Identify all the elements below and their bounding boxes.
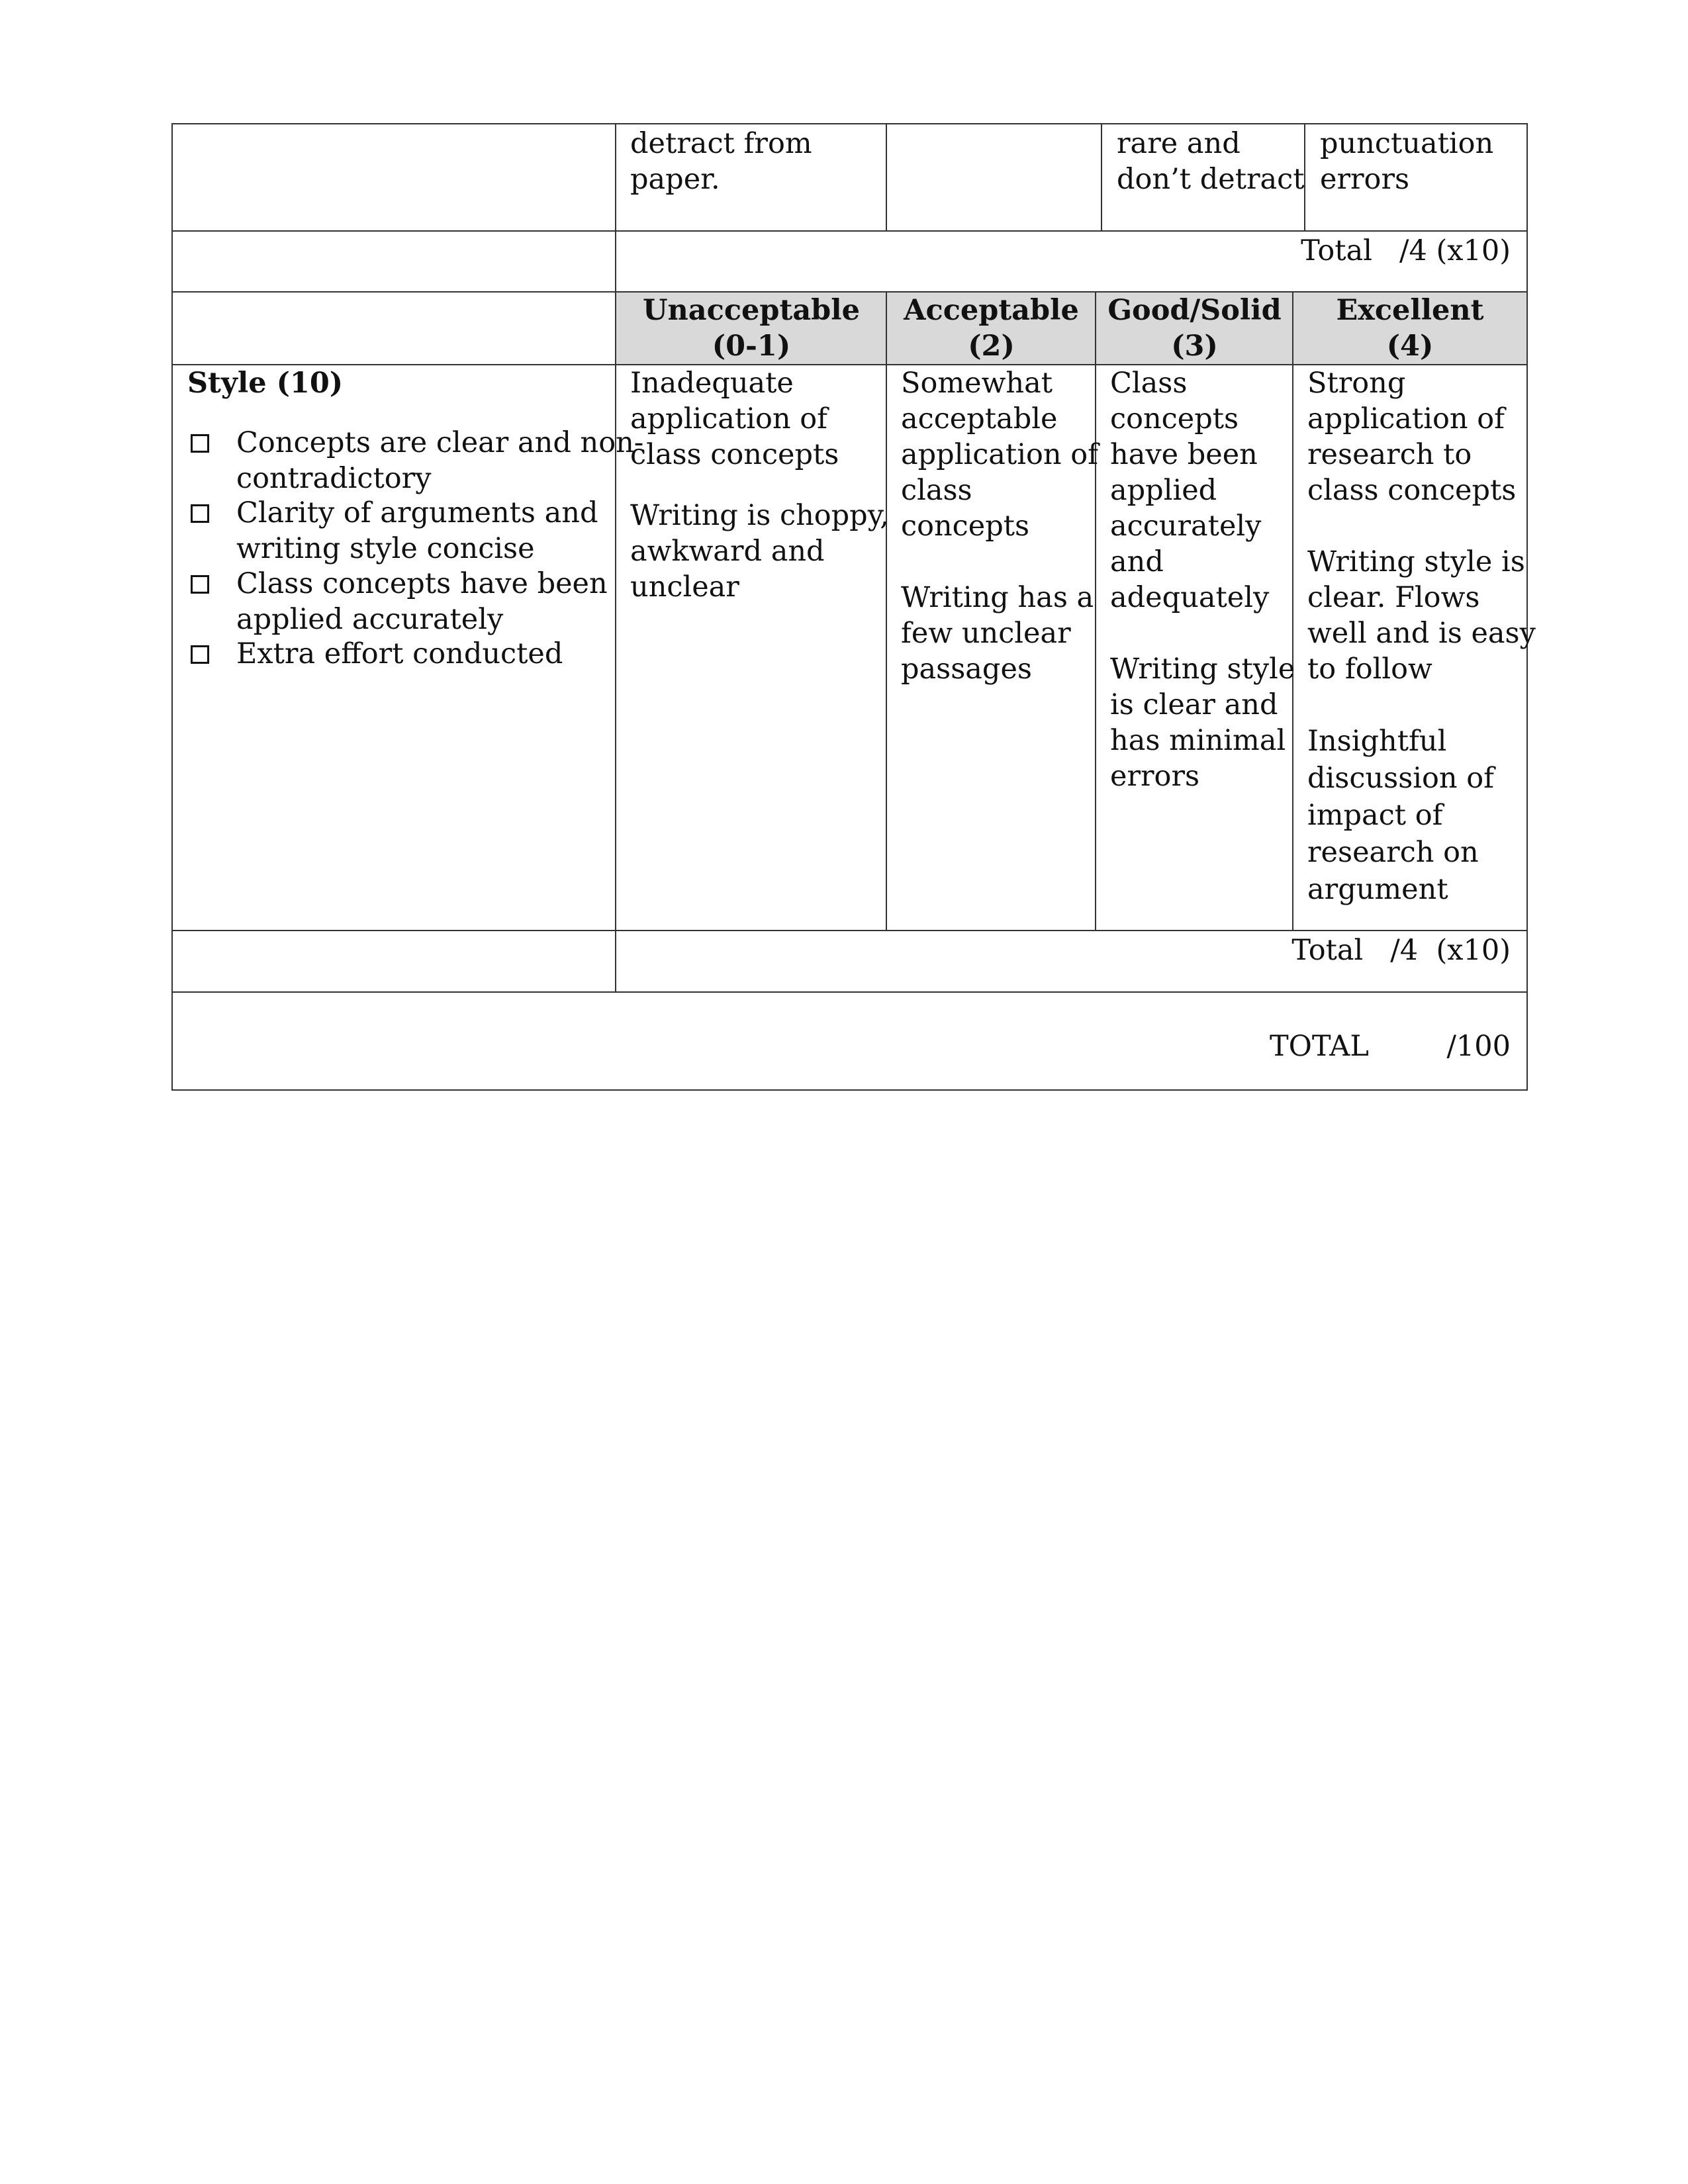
table-border <box>1101 123 1102 232</box>
header-excellent: Excellent (4) <box>1336 294 1484 363</box>
checkbox[interactable] <box>191 434 209 453</box>
style-unacceptable-cell: Inadequate application of class concepts Writing is choppy, awkward and unclear <box>630 367 889 604</box>
style-acceptable-cell: Somewhat acceptable application of class concepts Writing has a few unclear passages <box>901 367 1098 686</box>
checkbox[interactable] <box>191 645 209 664</box>
style-section-total: Total /4 (x10) <box>1291 934 1511 967</box>
table-border <box>171 991 1528 993</box>
checklist-item: Concepts are clear and non- contradictory <box>236 426 644 495</box>
checklist-item: Extra effort conducted <box>236 637 563 670</box>
prev-good-cell: rare and don’t detract <box>1117 127 1305 196</box>
table-border <box>615 123 616 993</box>
table-border <box>171 1089 1528 1091</box>
header-acceptable: Acceptable (2) <box>904 294 1079 363</box>
style-excellent-cell: Strong application of research to class concepts Writing style is clear. Flows well and is easy to follow Insightful discussion of impact of research on argument <box>1307 367 1536 906</box>
prev-section-total: Total /4 (x10) <box>1301 234 1511 267</box>
style-criteria-title: Style (10) <box>187 367 344 400</box>
table-border <box>171 123 173 1091</box>
grand-total-value: /100 <box>1446 1030 1511 1063</box>
style-good-cell: Class concepts have been applied accurately and adequately Writing style is clear and has minimal errors <box>1110 367 1295 793</box>
prev-excellent-cell: punctuation errors <box>1320 127 1494 196</box>
header-unacceptable: Unacceptable (0-1) <box>643 294 860 363</box>
checkbox[interactable] <box>191 575 209 594</box>
checklist-item: Clarity of arguments and writing style concise <box>236 496 598 565</box>
table-border <box>886 123 887 232</box>
checkbox[interactable] <box>191 504 209 523</box>
header-good-solid: Good/Solid (3) <box>1107 294 1282 363</box>
prev-unacceptable-cell: detract from paper. <box>630 127 812 196</box>
grand-total-label: TOTAL <box>1270 1030 1369 1063</box>
checklist-item: Class concepts have been applied accurately <box>236 567 608 636</box>
table-border <box>171 230 1528 232</box>
table-border <box>171 123 1528 124</box>
table-border <box>171 930 1528 931</box>
